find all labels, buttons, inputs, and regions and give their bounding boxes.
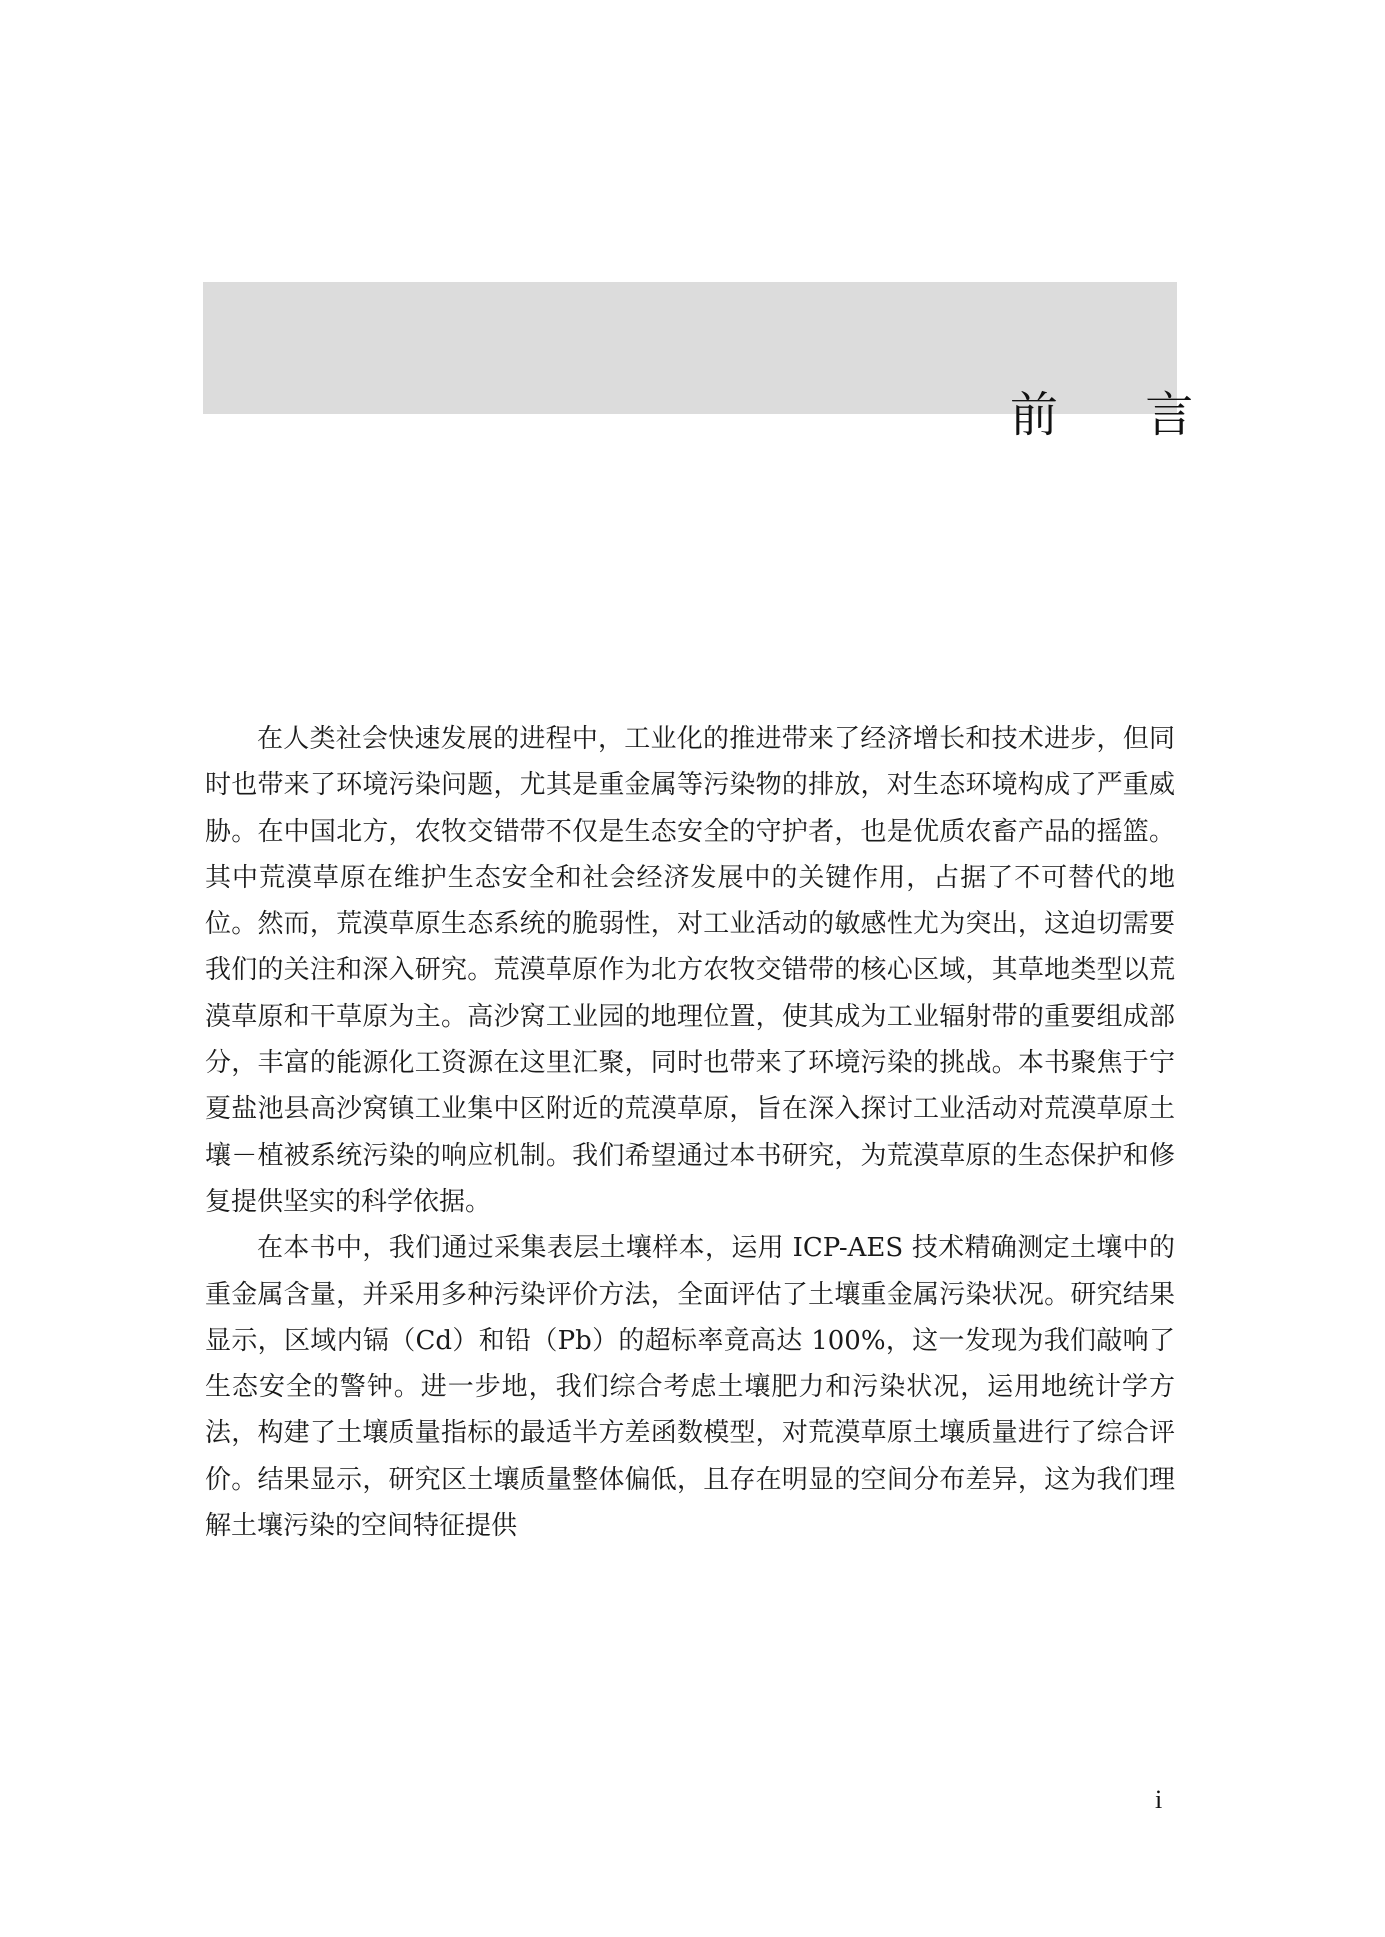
body-text <box>205 716 1175 1549</box>
page-number: i <box>1155 1785 1163 1814</box>
paragraph-2: 在本书中，我们通过采集表层土壤样本，运用 ICP-AES 技术精确测定土壤中的重金属含量，并采用多种污染评价方法，全面评估了土壤重金属污染状况。研究结果显示，区域内镉（Cd）和铅（Pb）的超标率竟高达 100%，这一发现为我们敲响了生态安全的警钟。进一步地，我们综合考虑土壤肥力和污染状况，运用地统计学方法，构建了土壤质量指标的最适半方差函数模型，对荒漠草原土壤质量进行了综合评价。结果显示，研究区土壤质量整体偏低，且存在明显的空间分布差异，这为我们理解土壤污染的空间特征提供 <box>205 1233 1175 1542</box>
page-title: 前 言 <box>1010 387 1230 443</box>
paragraph-1: 在人类社会快速发展的进程中，工业化的推进带来了经济增长和技术进步，但同时也带来了环境污染问题，尤其是重金属等污染物的排放，对生态环境构成了严重威胁。在中国北方，农牧交错带不仅是生态安全的守护者，也是优质农畜产品的摇篮。其中荒漠草原在维护生态安全和社会经济发展中的关键作用，占据了不可替代的地位。然而，荒漠草原生态系统的脆弱性，对工业活动的敏感性尤为突出，这迫切需要我们的关注和深入研究。荒漠草原作为北方农牧交错带的核心区域，其草地类型以荒漠草原和干草原为主。高沙窝工业园的地理位置，使其成为工业辐射带的重要组成部分，丰富的能源化工资源在这里汇聚，同时也带来了环境污染的挑战。本书聚焦于宁夏盐池县高沙窝镇工业集中区附近的荒漠草原，旨在深入探讨工业活动对荒漠草原土壤－植被系统污染的响应机制。我们希望通过本书研究，为荒漠草原的生态保护和修复提供坚实的科学依据。 <box>205 724 1175 1217</box>
